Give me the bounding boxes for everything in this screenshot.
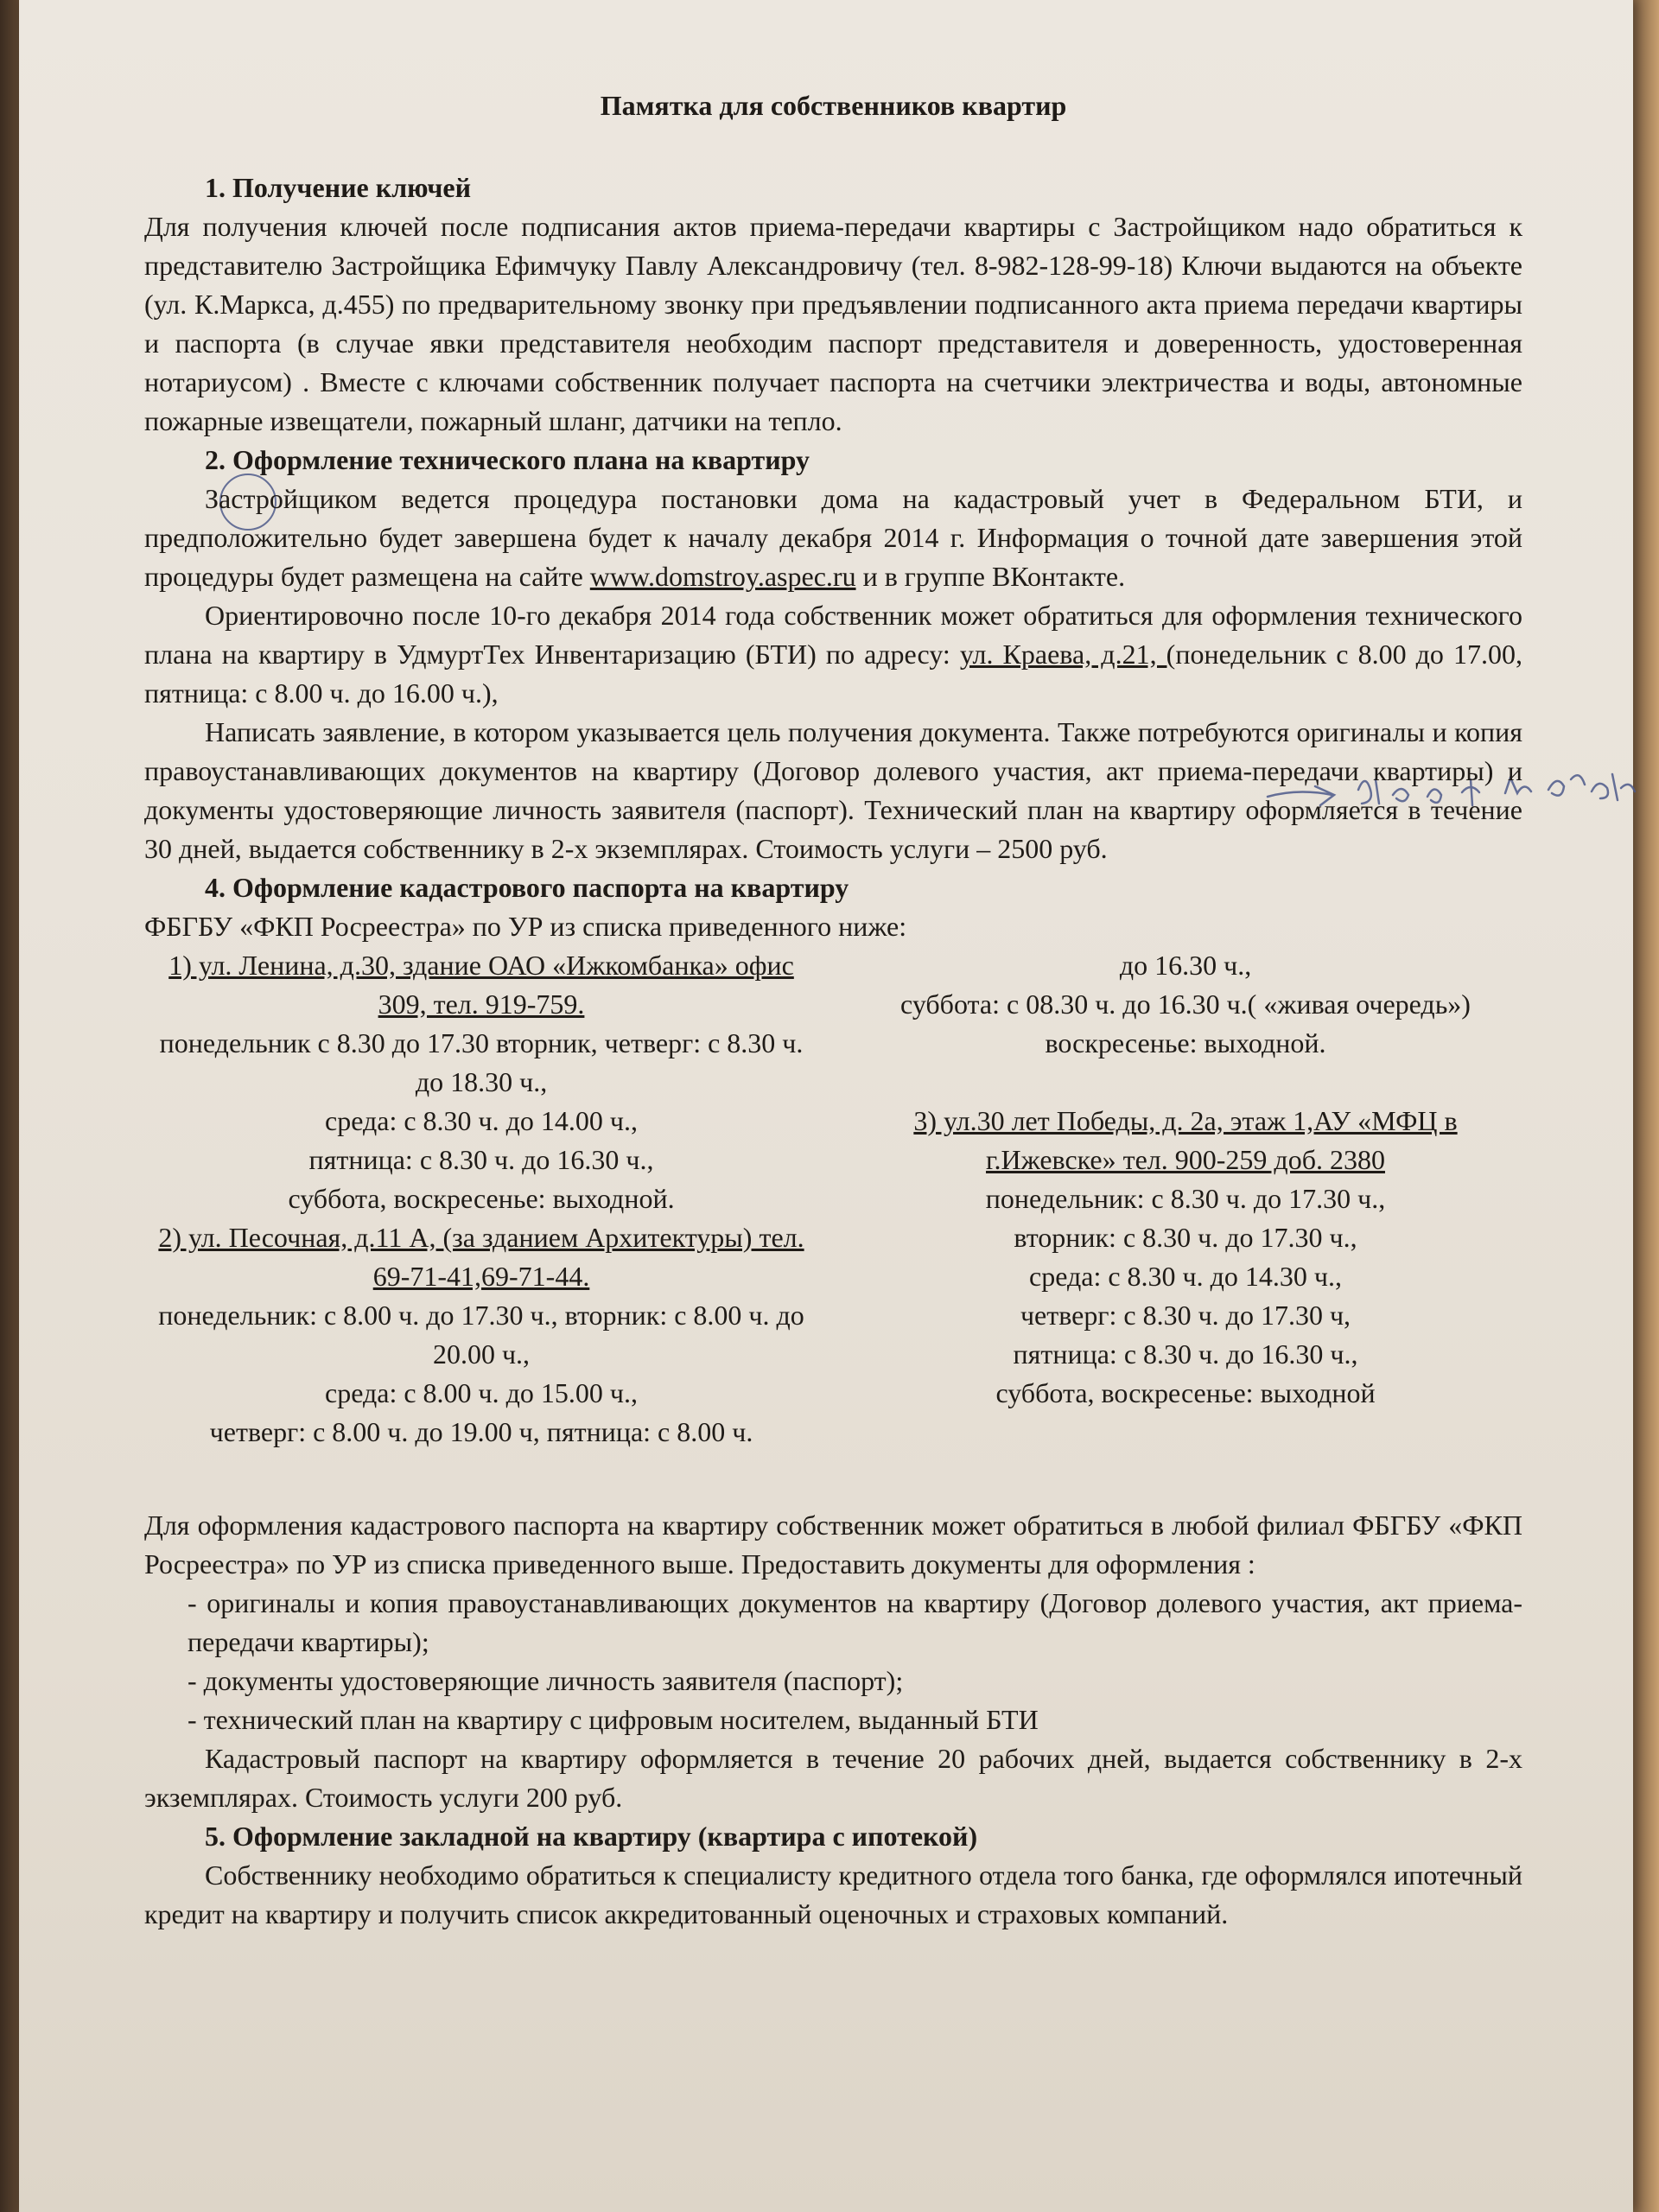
section-2-paragraph-3: Написать заявление, в котором указывается цель получения документа. Также потребуются оригиналы и копия правоустанавливающих документов на квартиру (Договор долевого участия, акт приема-передачи квартиры) и документы удостоверяющие личность заявителя (паспорт). Технический план на квартиру оформляется в течение 30 дней, выдается собственнику в 2-х экземплярах. Стоимость услуги – 2500 руб. <box>144 716 1522 864</box>
office-1-hours-2: среда: с 8.30 ч. до 14.00 ч., <box>324 1105 639 1136</box>
documents-item-2: - документы удостоверяющие личность заявителя (паспорт); <box>188 1665 904 1696</box>
section-2-paragraph-1 <box>144 480 1522 596</box>
section-2-p1-text: Застройщиком ведется процедура постановки дома на кадастровый учет в Федеральном БТИ, и предположительно будет завершена будет к началу декабря 2014 г. Информация о точной дате завершения этой процедуры будет размещена на сайте <box>144 483 1522 592</box>
office-3-hours-3: среда: с 8.30 ч. до 14.30 ч., <box>1028 1261 1343 1292</box>
section-2-heading: 2. Оформление технического плана на квартиру <box>205 444 810 475</box>
office-3-hours-4: четверг: с 8.30 ч. до 17.30 ч, <box>1020 1300 1351 1331</box>
office-1-hours-3: пятница: с 8.30 ч. до 16.30 ч., <box>308 1144 654 1175</box>
bti-address: ул. Краева, д.21, ( <box>959 639 1176 670</box>
office-1-address: 1) ул. Ленина, д.30, здание ОАО «Ижкомбанка» офис 309, тел. 919-759. <box>168 950 794 1020</box>
office-2-hours-3: четверг: с 8.00 ч. до 19.00 ч, пятница: с 8.00 ч. <box>209 1416 753 1447</box>
office-2-hours-2: среда: с 8.00 ч. до 15.00 ч., <box>324 1377 639 1408</box>
office-3-hours-1: понедельник: с 8.30 ч. до 17.30 ч., <box>985 1183 1386 1214</box>
section-4-after-text: Для оформления кадастрового паспорта на квартиру собственник может обратиться в любой филиал ФБГБУ «ФКП Росреестра» по УР из списка приведенного выше. Предоставить документы для оформления : <box>144 1510 1522 1580</box>
document-content <box>144 86 1522 1934</box>
section-1-heading: 1. Получение ключей <box>205 172 472 203</box>
office-3-hours-2: вторник: с 8.30 ч. до 17.30 ч., <box>1014 1222 1357 1253</box>
section-2-p2-text: Ориентировочно после 10-го декабря 2014 года собственник может обратиться для оформления технического плана на квартиру в УдмуртТех Инвентаризацию (БТИ) по адресу: <box>144 600 1522 670</box>
document-page <box>19 0 1633 2212</box>
section-4-closing: Кадастровый паспорт на квартиру оформляется в течение 20 рабочих дней, выдается собственнику в 2-х экземплярах. Стоимость услуги 200 руб. <box>144 1743 1522 1813</box>
offices-right-column <box>849 946 1522 1452</box>
section-5-text: Собственнику необходимо обратиться к специалисту кредитного отдела того банка, где оформлялся ипотечный кредит на квартиру и получить список аккредитованный оценочных и страховых компаний. <box>144 1859 1522 1929</box>
website-link[interactable]: www.domstroy.aspec.ru <box>589 561 856 592</box>
office-3-hours-5: пятница: с 8.30 ч. до 16.30 ч., <box>1013 1338 1358 1370</box>
section-5-heading: 5. Оформление закладной на квартиру (квартира с ипотекой) <box>205 1821 978 1852</box>
office-2-hours-1: понедельник: с 8.00 ч. до 17.30 ч., вторник: с 8.00 ч. до 20.00 ч., <box>158 1300 804 1370</box>
offices-columns <box>144 946 1522 1452</box>
document-title: Памятка для собственников квартир <box>600 90 1067 121</box>
office-1-hours-1: понедельник с 8.30 до 17.30 вторник, четверг: с 8.30 ч. до 18.30 ч., <box>159 1027 804 1097</box>
section-2-p1-tail: и в группе ВКонтакте. <box>855 561 1126 592</box>
section-4-heading: 4. Оформление кадастрового паспорта на квартиру <box>205 872 849 903</box>
documents-item-3: - технический план на квартиру с цифровым носителем, выданный БТИ <box>188 1704 1039 1735</box>
section-1-text: Для получения ключей после подписания актов приема-передачи квартиры с Застройщиком надо обратиться к представителю Застройщика Ефимчуку Павлу Александровичу (тел. 8-982-128-99-18) Ключи выдаются на объекте (ул. К.Маркса, д.455) по предварительному звонку при предъявлении подписанного акта приема передачи квартиры и паспорта (в случае явки представителя необходим паспорт представителя и доверенность, удостоверенная нотариусом) . Вместе с ключами собственник получает паспорта на счетчики электричества и воды, автономные пожарные извещатели, пожарный шланг, датчики на тепло. <box>144 211 1522 436</box>
office-2-hours-cont-1: до 16.30 ч., <box>1119 950 1252 981</box>
office-2-hours-cont-2: суббота: с 08.30 ч. до 16.30 ч.( «живая очередь») воскресенье: выходной. <box>900 988 1471 1058</box>
section-gap <box>144 1452 1522 1506</box>
documents-item-1: - оригиналы и копия правоустанавливающих документов на квартиру (Договор долевого участия, акт приема-передачи квартиры); <box>188 1587 1522 1657</box>
office-1-hours-4: суббота, воскресенье: выходной. <box>288 1183 675 1214</box>
offices-left-column <box>144 946 818 1452</box>
office-3-hours-6: суббота, воскресенье: выходной <box>995 1377 1376 1408</box>
section-2-paragraph-2 <box>144 596 1522 713</box>
column-gap <box>849 1063 1522 1102</box>
section-4-intro: ФБГБУ «ФКП Росреестра» по УР из списка приведенного ниже: <box>144 911 907 942</box>
office-3-address: 3) ул.30 лет Победы, д. 2а, этаж 1,АУ «МФЦ в г.Ижевске» тел. 900-259 доб. 2380 <box>913 1105 1458 1175</box>
bti-hours: понедельник с 8.00 до 17.00, пятница: с 8.00 ч. до 16.00 ч.), <box>144 639 1523 709</box>
office-2-address: 2) ул. Песочная, д.11 А, (за зданием Архитектуры) тел. 69-71-41,69-71-44. <box>158 1222 804 1292</box>
